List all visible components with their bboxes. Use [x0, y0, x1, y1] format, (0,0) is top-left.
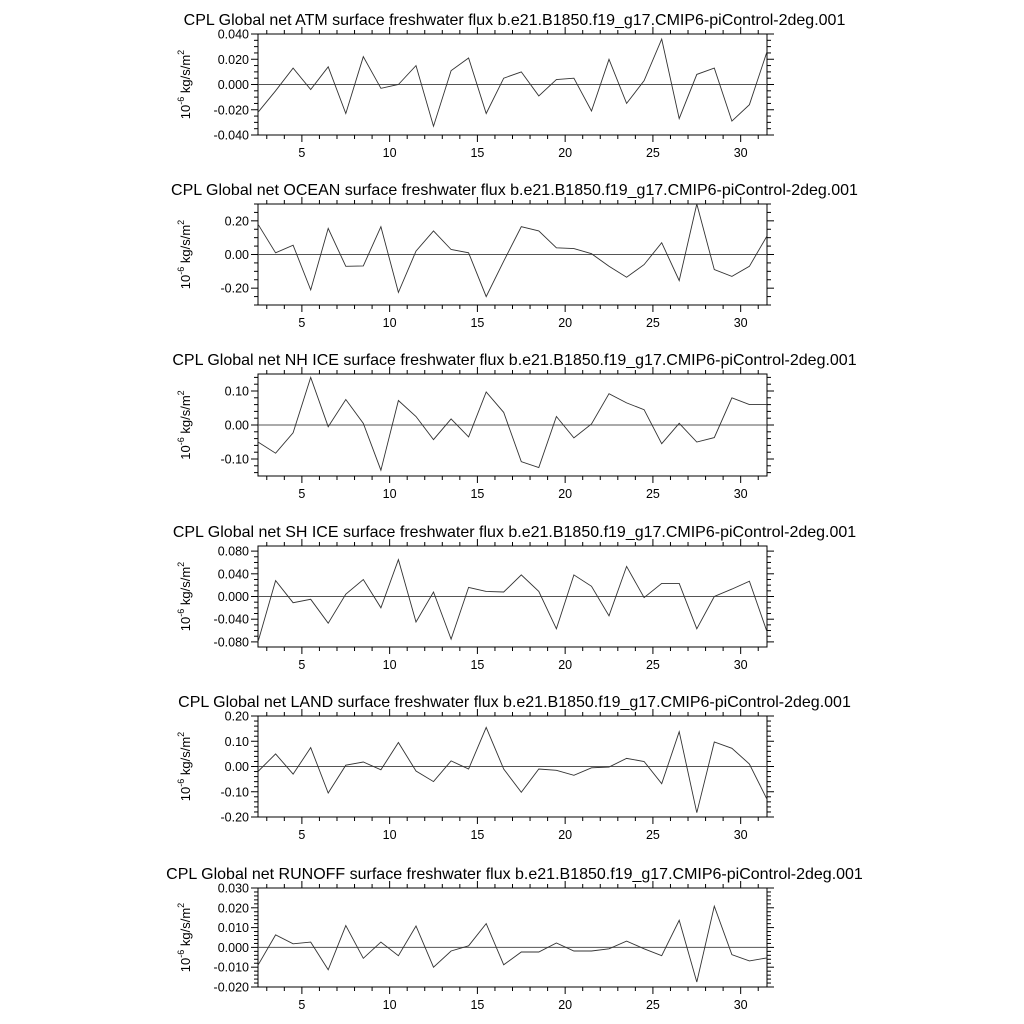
plot-frame [258, 888, 767, 987]
x-tick-label: 15 [470, 146, 485, 160]
x-tick-label: 25 [645, 998, 660, 1012]
y-axis-label-sup: 2 [176, 49, 186, 55]
y-tick-label: -0.10 [220, 452, 249, 467]
chart-panel [176, 694, 851, 842]
x-tick-label: 10 [382, 828, 397, 842]
y-axis-label-sup: 2 [176, 219, 186, 225]
x-tick-label: 20 [558, 658, 573, 672]
x-tick-label: 20 [558, 316, 573, 330]
data-series-line [258, 906, 767, 982]
y-tick-label: -0.10 [220, 785, 249, 800]
x-tick-label: 10 [382, 658, 397, 672]
y-tick-label: 0.000 [217, 590, 249, 604]
y-axis-label-unit: kg/s/m [178, 907, 193, 950]
y-tick-label: 0.10 [224, 734, 249, 749]
chart-title: CPL Global net OCEAN surface freshwater flux b.e21.B1850.f19_g17.CMIP6-piControl-2deg.001 [171, 182, 858, 199]
chart-panel [172, 352, 856, 501]
x-tick-label: 5 [298, 487, 306, 501]
x-tick-label: 25 [645, 146, 660, 160]
y-axis-label [176, 903, 193, 972]
data-series-line [258, 727, 767, 812]
chart-panel [176, 12, 845, 160]
x-tick-label: 10 [382, 487, 397, 501]
y-tick-label: 0.00 [224, 418, 249, 433]
x-tick-label: 30 [733, 828, 748, 842]
y-axis-label-unit: kg/s/m [178, 566, 193, 609]
x-tick-label: 5 [298, 828, 306, 842]
y-axis-label-sup: 2 [176, 561, 186, 567]
chart-panel [173, 524, 856, 672]
y-tick-label: 0.20 [224, 214, 249, 229]
chart-panel [166, 866, 863, 1012]
x-tick-label: 15 [470, 658, 485, 672]
chart-title: CPL Global net RUNOFF surface freshwater flux b.e21.B1850.f19_g17.CMIP6-piControl-2deg.001 [166, 866, 863, 883]
y-axis-label-base: 10 [178, 957, 193, 973]
y-tick-label: -0.20 [220, 281, 249, 296]
chart-title: CPL Global net SH ICE surface freshwater flux b.e21.B1850.f19_g17.CMIP6-piControl-2deg.001 [172, 524, 857, 541]
y-axis-label-unit: kg/s/m [178, 224, 193, 267]
y-axis-label [176, 50, 193, 119]
x-tick-label: 20 [558, 146, 573, 160]
y-axis-label-exp: -6 [176, 949, 186, 958]
y-tick-label: -0.040 [213, 128, 249, 143]
y-axis-label [176, 220, 193, 289]
data-series-line [258, 39, 767, 126]
chart-title: CPL Global net ATM surface freshwater flux b.e21.B1850.f19_g17.CMIP6-piControl-2deg.001 [183, 12, 846, 29]
y-axis-label-exp: -6 [176, 437, 186, 446]
y-tick-label: -0.20 [220, 810, 249, 825]
y-tick-label: 0.000 [217, 78, 249, 92]
y-axis-label-exp: -6 [176, 778, 186, 787]
x-tick-label: 20 [558, 998, 573, 1012]
y-axis-label-exp: -6 [176, 96, 186, 105]
y-axis-label-base: 10 [178, 104, 193, 120]
x-tick-label: 25 [645, 487, 660, 501]
y-tick-label: 0.030 [217, 881, 249, 896]
y-tick-label: 0.010 [217, 921, 249, 936]
y-tick-label: 0.00 [224, 248, 249, 262]
x-tick-label: 25 [645, 658, 660, 672]
x-tick-label: 30 [733, 658, 748, 672]
x-tick-label: 30 [733, 316, 748, 330]
x-tick-label: 30 [733, 998, 748, 1012]
data-series-line [258, 204, 767, 297]
y-tick-label: 0.10 [224, 384, 249, 399]
x-tick-label: 25 [645, 828, 660, 842]
y-axis-label-exp: -6 [176, 266, 186, 275]
y-axis-label-base: 10 [178, 786, 193, 802]
x-tick-label: 20 [558, 828, 573, 842]
y-tick-label: 0.000 [217, 940, 249, 955]
x-tick-label: 10 [382, 316, 397, 330]
chart-title: CPL Global net NH ICE surface freshwater flux b.e21.B1850.f19_g17.CMIP6-piControl-2deg.001 [172, 352, 857, 369]
x-tick-label: 15 [470, 487, 485, 501]
y-axis-label-unit: kg/s/m [178, 736, 193, 779]
x-tick-label: 15 [470, 828, 485, 842]
x-tick-label: 20 [558, 487, 573, 501]
y-tick-label: -0.040 [213, 612, 249, 627]
y-axis-label-sup: 2 [176, 390, 186, 396]
x-tick-label: 30 [733, 146, 748, 160]
y-tick-label: 0.020 [217, 901, 249, 916]
y-axis-label [176, 390, 193, 459]
x-tick-label: 30 [733, 487, 748, 501]
x-tick-label: 5 [298, 998, 306, 1012]
chart-panel [171, 182, 858, 330]
y-tick-label: 0.080 [217, 544, 249, 559]
y-tick-label: 0.20 [224, 709, 249, 724]
y-tick-label: 0.040 [217, 27, 249, 42]
y-axis-label-exp: -6 [176, 608, 186, 617]
y-tick-label: 0.00 [224, 760, 249, 774]
y-axis-label-base: 10 [178, 445, 193, 460]
y-tick-label: -0.010 [213, 960, 249, 975]
y-axis-label-sup: 2 [176, 731, 186, 737]
x-tick-label: 15 [470, 998, 485, 1012]
y-tick-label: -0.020 [213, 103, 249, 118]
x-tick-label: 10 [382, 146, 397, 160]
x-tick-label: 15 [470, 316, 485, 330]
y-axis-label-sup: 2 [176, 902, 186, 908]
y-axis-label-base: 10 [178, 616, 193, 632]
y-tick-label: 0.040 [217, 567, 249, 582]
data-series-line [258, 377, 767, 470]
y-tick-label: -0.080 [213, 635, 249, 650]
x-tick-label: 5 [298, 658, 306, 672]
y-axis-label [176, 732, 193, 801]
y-axis-label-unit: kg/s/m [178, 395, 193, 438]
y-axis-label-unit: kg/s/m [178, 54, 193, 97]
x-tick-label: 5 [298, 146, 306, 160]
y-axis-label [176, 562, 193, 631]
chart-title: CPL Global net LAND surface freshwater flux b.e21.B1850.f19_g17.CMIP6-piControl-2deg.001 [178, 694, 851, 711]
y-axis-label-base: 10 [178, 274, 193, 290]
x-tick-label: 5 [298, 316, 306, 330]
x-tick-label: 10 [382, 998, 397, 1012]
y-tick-label: -0.020 [213, 980, 249, 995]
data-series-line [258, 560, 767, 642]
y-tick-label: 0.020 [217, 52, 249, 67]
x-tick-label: 25 [645, 316, 660, 330]
